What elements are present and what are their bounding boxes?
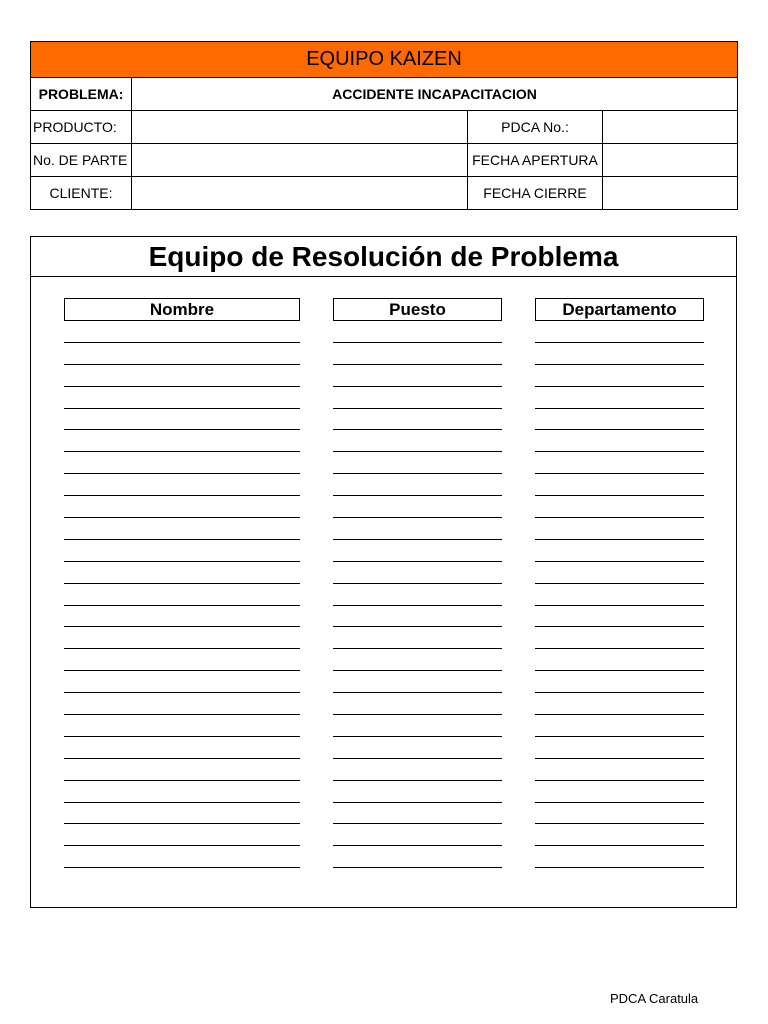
name-lines — [64, 321, 300, 868]
entry-line[interactable] — [535, 846, 704, 868]
entry-line[interactable] — [333, 474, 502, 496]
entry-line[interactable] — [333, 321, 502, 343]
entry-line[interactable] — [333, 452, 502, 474]
product-label: PRODUCTO: — [31, 111, 132, 144]
entry-line[interactable] — [64, 627, 300, 649]
entry-line[interactable] — [64, 387, 300, 409]
entry-line[interactable] — [333, 671, 502, 693]
entry-line[interactable] — [64, 518, 300, 540]
entry-line[interactable] — [64, 759, 300, 781]
entry-line[interactable] — [333, 693, 502, 715]
position-column — [333, 298, 502, 868]
entry-line[interactable] — [535, 321, 704, 343]
pdca-field[interactable] — [603, 111, 738, 144]
entry-line[interactable] — [333, 803, 502, 825]
entry-line[interactable] — [64, 781, 300, 803]
entry-line[interactable] — [535, 518, 704, 540]
entry-line[interactable] — [535, 430, 704, 452]
entry-line[interactable] — [333, 649, 502, 671]
department-column — [535, 298, 704, 868]
entry-line[interactable] — [535, 781, 704, 803]
name-column-header: Nombre — [64, 298, 300, 321]
entry-line[interactable] — [64, 496, 300, 518]
entry-line[interactable] — [64, 649, 300, 671]
entry-line[interactable] — [64, 452, 300, 474]
footer-label: PDCA Caratula — [610, 991, 699, 1006]
entry-line[interactable] — [535, 343, 704, 365]
entry-line[interactable] — [535, 824, 704, 846]
entry-line[interactable] — [535, 649, 704, 671]
department-column-header: Departamento — [535, 298, 704, 321]
entry-line[interactable] — [64, 430, 300, 452]
position-lines — [333, 321, 502, 868]
entry-line[interactable] — [64, 737, 300, 759]
entry-line[interactable] — [64, 409, 300, 431]
entry-line[interactable] — [333, 562, 502, 584]
position-column-header: Puesto — [333, 298, 502, 321]
problem-label: PROBLEMA: — [31, 78, 132, 111]
entry-line[interactable] — [64, 365, 300, 387]
entry-line[interactable] — [333, 409, 502, 431]
entry-line[interactable] — [535, 562, 704, 584]
entry-line[interactable] — [333, 606, 502, 628]
entry-line[interactable] — [333, 781, 502, 803]
entry-line[interactable] — [333, 846, 502, 868]
entry-line[interactable] — [64, 540, 300, 562]
entry-line[interactable] — [333, 627, 502, 649]
entry-line[interactable] — [535, 737, 704, 759]
entry-line[interactable] — [333, 540, 502, 562]
entry-line[interactable] — [535, 803, 704, 825]
entry-line[interactable] — [333, 584, 502, 606]
entry-line[interactable] — [535, 584, 704, 606]
part-number-label: No. DE PARTE — [31, 144, 132, 177]
pdca-label: PDCA No.: — [468, 111, 603, 144]
entry-line[interactable] — [535, 540, 704, 562]
entry-line[interactable] — [535, 627, 704, 649]
department-lines — [535, 321, 704, 868]
entry-line[interactable] — [64, 343, 300, 365]
entry-line[interactable] — [64, 693, 300, 715]
open-date-label: FECHA APERTURA — [468, 144, 603, 177]
close-date-label: FECHA CIERRE — [468, 177, 603, 210]
client-label: CLIENTE: — [31, 177, 132, 210]
entry-line[interactable] — [64, 562, 300, 584]
entry-line[interactable] — [333, 518, 502, 540]
entry-line[interactable] — [333, 824, 502, 846]
entry-line[interactable] — [64, 584, 300, 606]
entry-line[interactable] — [535, 671, 704, 693]
entry-line[interactable] — [64, 606, 300, 628]
entry-line[interactable] — [535, 474, 704, 496]
product-field[interactable] — [132, 111, 468, 144]
entry-line[interactable] — [333, 715, 502, 737]
entry-line[interactable] — [535, 409, 704, 431]
entry-line[interactable] — [333, 737, 502, 759]
entry-line[interactable] — [64, 824, 300, 846]
client-field[interactable] — [132, 177, 468, 210]
team-title: Equipo de Resolución de Problema — [31, 237, 736, 277]
close-date-field[interactable] — [603, 177, 738, 210]
entry-line[interactable] — [333, 343, 502, 365]
entry-line[interactable] — [535, 387, 704, 409]
entry-line[interactable] — [535, 606, 704, 628]
entry-line[interactable] — [535, 452, 704, 474]
entry-line[interactable] — [64, 671, 300, 693]
entry-line[interactable] — [64, 321, 300, 343]
problem-value[interactable]: ACCIDENTE INCAPACITACION — [132, 78, 738, 111]
kaizen-header-table — [30, 41, 738, 210]
entry-line[interactable] — [64, 846, 300, 868]
kaizen-title: EQUIPO KAIZEN — [31, 42, 738, 78]
entry-line[interactable] — [333, 430, 502, 452]
entry-line[interactable] — [535, 496, 704, 518]
entry-line[interactable] — [535, 759, 704, 781]
name-column — [64, 298, 300, 868]
entry-line[interactable] — [535, 715, 704, 737]
entry-line[interactable] — [64, 474, 300, 496]
entry-line[interactable] — [333, 387, 502, 409]
entry-line[interactable] — [535, 693, 704, 715]
entry-line[interactable] — [333, 365, 502, 387]
entry-line[interactable] — [333, 759, 502, 781]
entry-line[interactable] — [64, 715, 300, 737]
team-section — [30, 236, 737, 908]
entry-line[interactable] — [333, 496, 502, 518]
entry-line[interactable] — [535, 365, 704, 387]
open-date-field[interactable] — [603, 144, 738, 177]
part-number-field[interactable] — [132, 144, 468, 177]
entry-line[interactable] — [64, 803, 300, 825]
